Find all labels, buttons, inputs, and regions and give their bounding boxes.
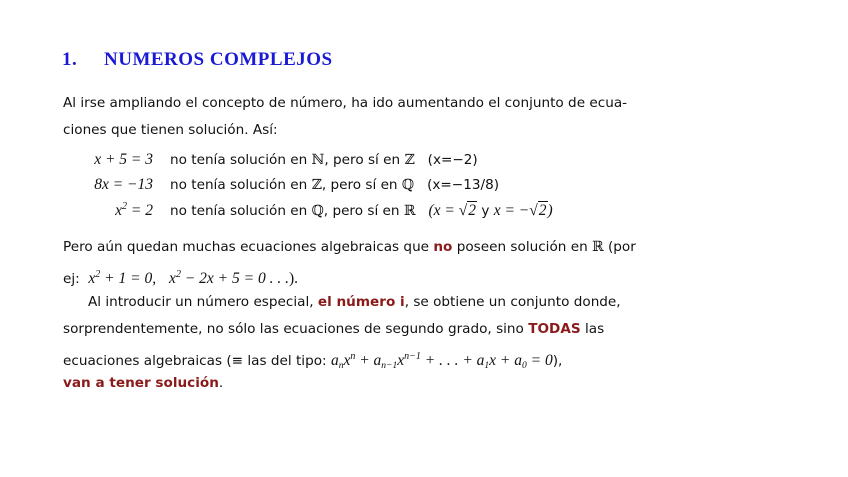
equation-row-3 <box>0 201 848 226</box>
number-set-symbol: ℝ <box>592 239 604 255</box>
example-equation-1 <box>88 270 156 287</box>
number-set-symbol: ℚ <box>401 177 415 193</box>
math-part: a <box>330 352 339 369</box>
note-part: x = − <box>493 202 530 219</box>
solution-note: (x=−13/8) <box>427 177 500 193</box>
note-conjunction: y <box>477 203 494 219</box>
lhs-rest: = 2 <box>127 202 153 219</box>
paragraph-3-line-2 <box>63 316 605 343</box>
math-part: + 1 = 0, <box>100 270 157 287</box>
equation-text: no tenía solución en <box>170 177 308 193</box>
emphasis-van-a-tener-solucion: van a tener solución <box>63 375 219 391</box>
math-part: − 2x + 5 = 0 . . . <box>180 270 289 287</box>
number-set-symbol: ℕ <box>311 152 325 168</box>
number-set-symbol: ℤ <box>404 152 415 168</box>
math-part: + a <box>355 352 382 369</box>
math-part: x <box>397 352 405 369</box>
math-part: = 0 <box>526 352 553 369</box>
text: ). <box>288 270 298 287</box>
text: , se obtiene un conjunto donde, <box>404 294 621 310</box>
equation-explanation <box>170 202 553 220</box>
math-part: x + a <box>489 352 522 369</box>
solution-note <box>428 202 552 219</box>
math-exponent: 2 <box>95 269 101 280</box>
sqrt-radicand: 2 <box>468 202 476 219</box>
math-part: x <box>88 270 96 287</box>
emphasis-numero-i: el número i <box>317 294 405 310</box>
text: ), <box>552 353 563 369</box>
text: poseen solución en <box>452 239 588 255</box>
solution-note: (x=−2) <box>427 152 478 168</box>
emphasis-todas: TODAS <box>528 321 581 337</box>
paragraph-2-line-1 <box>63 234 636 261</box>
paragraph-3-line-1 <box>63 289 621 316</box>
equation-lhs: x + 5 = 3 <box>94 151 153 168</box>
sqrt-sign: √ <box>458 202 468 219</box>
text: ej: <box>63 271 80 287</box>
text: Pero aún quedan muchas ecuaciones algebraicas que <box>63 239 434 255</box>
math-part: x <box>169 270 176 287</box>
example-equation-2 <box>169 270 289 287</box>
intro-line-2: ciones que tienen solución. Así: <box>63 122 278 138</box>
paragraph-3-line-3 <box>63 343 595 370</box>
math-subscript: n−1 <box>381 361 398 371</box>
intro-paragraph <box>63 90 628 144</box>
note-part: (x = <box>428 202 459 219</box>
equation-text: , pero sí en <box>323 203 400 219</box>
text: (por <box>603 239 636 255</box>
equation-text: , pero sí en <box>324 152 401 168</box>
text: las <box>580 321 605 337</box>
paragraph-3 <box>63 289 621 397</box>
equation-lhs: 8x = −13 <box>94 176 153 193</box>
sqrt-radicand: 2 <box>538 202 547 219</box>
equation-explanation <box>170 152 478 168</box>
math-subscript: 0 <box>522 361 527 371</box>
sqrt-sign: √ <box>529 202 538 219</box>
number-set-symbol: ℚ <box>311 203 324 219</box>
section-heading <box>62 49 333 71</box>
number-set-symbol: ℤ <box>311 177 322 193</box>
emphasis-no: no <box>433 239 453 255</box>
equation-row-2 <box>0 176 848 201</box>
math-subscript: n <box>338 361 344 371</box>
lhs-exponent: 2 <box>122 201 128 212</box>
note-part: ) <box>547 202 553 219</box>
equation-explanation <box>170 177 499 193</box>
math-part: + . . . + a <box>420 352 485 369</box>
section-title: NUMEROS COMPLEJOS <box>104 49 333 70</box>
equation-row-1 <box>0 151 848 176</box>
number-set-symbol: ℝ <box>403 203 416 219</box>
equation-lhs <box>115 201 153 220</box>
math-exponent: n <box>350 351 356 362</box>
lhs-base: x <box>115 202 123 219</box>
text: sorprendentemente, no sólo las ecuaciones de segundo grado, sino <box>63 321 529 337</box>
paragraph-3-line-4 <box>63 370 595 397</box>
math-subscript: 1 <box>484 361 490 371</box>
polynomial-formula <box>331 352 553 369</box>
text: . <box>218 375 224 391</box>
paragraph-2 <box>63 234 636 288</box>
text: Al introducir un número especial, <box>88 294 318 310</box>
text: ecuaciones algebraicas (≡ las del tipo: <box>63 353 331 369</box>
equation-text: no tenía solución en <box>170 203 308 219</box>
intro-line-1: Al irse ampliando el concepto de número, ha ido aumentando el conjunto de ecua- <box>63 95 628 111</box>
math-exponent: 2 <box>175 269 181 280</box>
equation-text: no tenía solución en <box>170 152 308 168</box>
math-exponent: n−1 <box>404 351 421 362</box>
paragraph-2-line-2 <box>63 261 595 288</box>
section-number: 1. <box>62 49 78 70</box>
equation-text: , pero sí en <box>321 177 398 193</box>
math-part: x <box>343 352 351 369</box>
